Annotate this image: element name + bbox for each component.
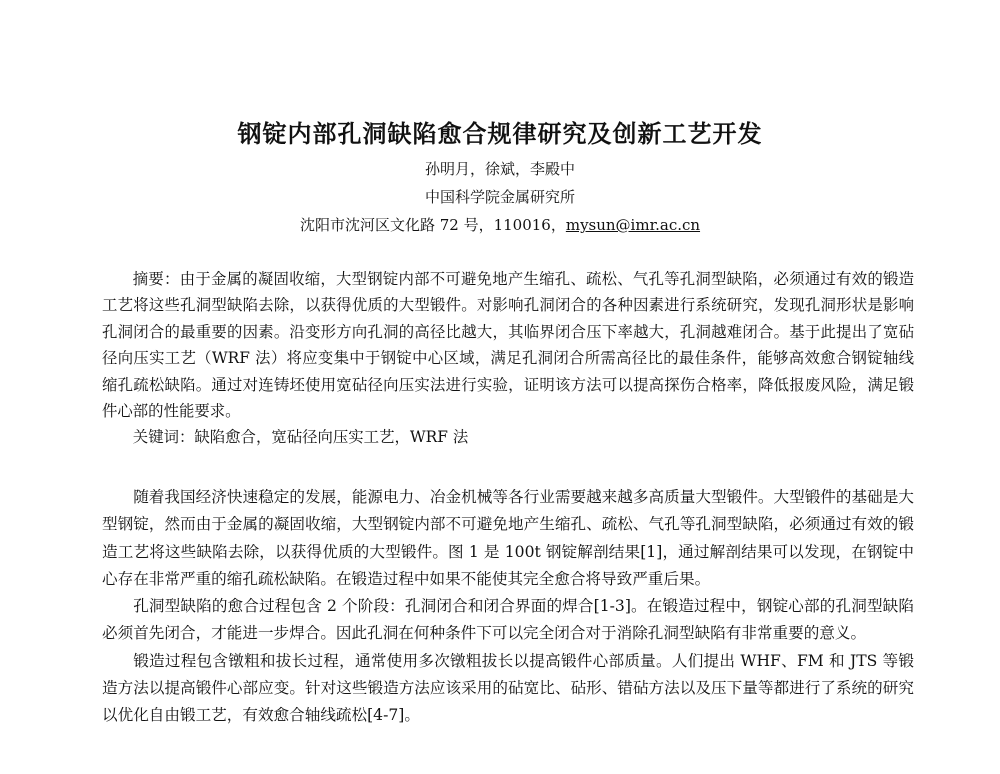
body-text [102,484,914,730]
body-paragraph-1: 随着我国经济快速稳定的发展，能源电力、冶金机械等各行业需要越来越多高质量大型锻件。大型锻件的基础是大型钢锭，然而由于金属的凝固收缩，大型钢锭内部不可避免地产生缩孔、疏松、气孔等孔洞型缺陷，必须通过有效的锻造工艺将这些缺陷去除，以获得优质的大型锻件。图 1 是 100t 钢锭解剖结果[1]，通过解剖结果可以发现，在钢锭中心存在非常严重的缩孔疏松缺陷。在锻造过程中如果不能使其完全愈合将导致严重后果。 [102,488,914,588]
email-link[interactable]: mysun@imr.ac.cn [565,216,701,234]
keywords-paragraph [102,424,914,450]
keywords-label: 关键词： [132,428,195,447]
body-paragraph-3: 锻造过程包含镦粗和拔长过程，通常使用多次镦粗拔长以提高锻件心部质量。人们提出 WHF、FM 和 JTS 等锻造方法以提高锻件心部应变。针对这些锻造方法应该采用的砧宽比、砧形、错砧方法以及压下量等都进行了系统的研究以优化自由锻工艺，有效愈合轴线疏松[4-7]。 [102,651,914,725]
authors: 孙明月，徐斌，李殿中 [424,160,575,178]
abstract [102,266,914,451]
affiliation: 中国科学院金属研究所 [424,188,575,206]
abstract-paragraph [102,266,914,424]
address-line [0,214,1000,235]
keywords-text: 缺陷愈合，宽砧径向压实工艺，WRF 法 [194,428,469,447]
paper-title: 钢锭内部孔洞缺陷愈合规律研究及创新工艺开发 [237,120,763,148]
abstract-label: 摘要： [132,270,180,288]
body-paragraph-2: 孔洞型缺陷的愈合过程包含 2 个阶段：孔洞闭合和闭合界面的焊合[1-3]。在锻造过程中，钢锭心部的孔洞型缺陷必须首先闭合，才能进一步焊合。因此孔洞在何种条件下可以完全闭合对于消除孔洞型缺陷有非常重要的意义。 [102,597,914,643]
abstract-text: 由于金属的凝固收缩，大型钢锭内部不可避免地产生缩孔、疏松、气孔等孔洞型缺陷，必须通过有效的锻造工艺将这些孔洞型缺陷去除，以获得优质的大型锻件。对影响孔洞闭合的各种因素进行系统研究，发现孔洞形状是影响孔洞闭合的最重要的因素。沿变形方向孔洞的高径比越大，其临界闭合压下率越大，孔洞越难闭合。基于此提出了宽砧径向压实工艺（WRF 法）将应变集中于钢锭中心区域，满足孔洞闭合所需高径比的最佳条件，能够高效愈合钢锭轴线缩孔疏松缺陷。通过对连铸坯使用宽砧径向压实法进行实验，证明该方法可以提高探伤合格率，降低报废风险，满足锻件心部的性能要求。 [102,270,914,421]
postal-address: 沈阳市沈河区文化路 72 号，110016， [299,216,566,234]
